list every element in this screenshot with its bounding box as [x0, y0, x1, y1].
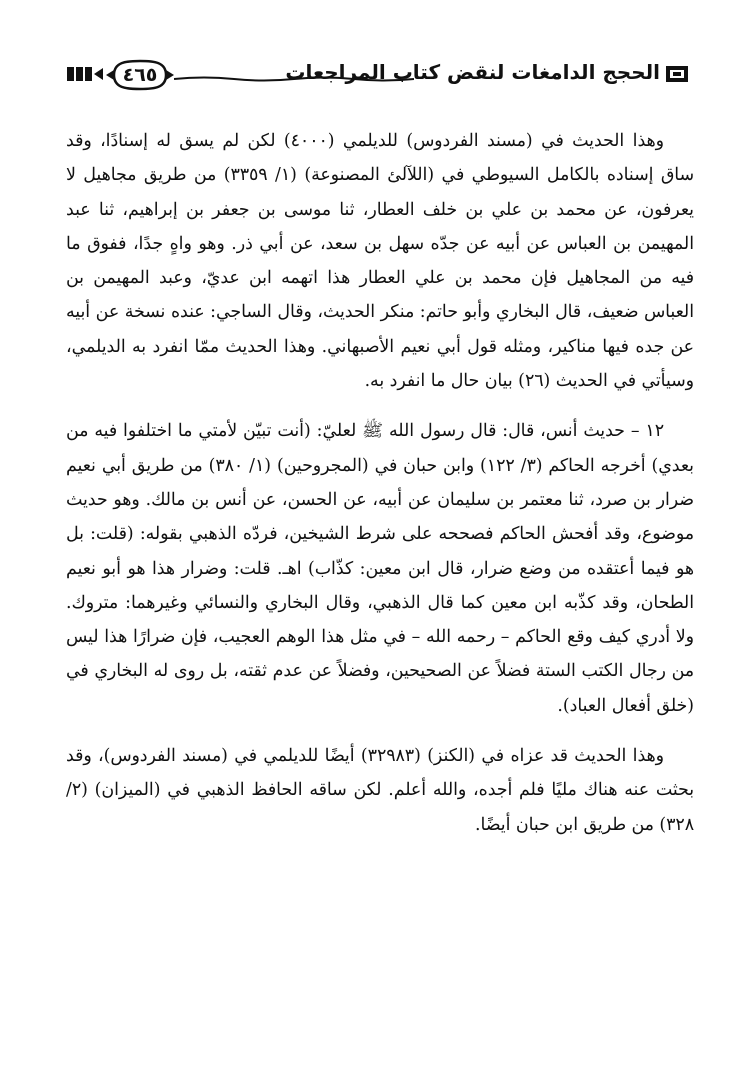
page-number-badge	[104, 58, 176, 92]
paragraph: وهذا الحديث قد عزاه في (الكنز) (٣٢٩٨٣) أيضًا للديلمي في (مسند الفردوس)، وقد بحثت عنه هناك مليًا فلم أجده، والله أعلم. لكن ساقه الحافظ الذهبي في (الميزان) (٢/ ٣٢٨) من طريق ابن حبان أيضًا.	[66, 746, 694, 835]
header-ornament-right-icon	[664, 64, 690, 84]
running-header	[66, 54, 694, 94]
paragraph: ١٢ – حديث أنس، قال: قال رسول الله ﷺ لعليّ: (أنت تبيّن لأمتي ما اختلفوا فيه من بعدي) أخرجه الحاكم (٣/ ١٢٢) وابن حبان في (المجروحين) (١/ ٣٨٠) من طريق أبي نعيم ضرار بن صرد، ثنا معتمر بن سليمان عن أبيه، عن الحسن، عن أنس بن مالك. وهو حديث موضوع، وقد أفحش الحاكم فصححه على شرط الشيخين، فردّه الذهبي بقوله: (قلت: بل هو فيما أعتقده من وضع ضرار، قال ابن معين: كذّاب) اهـ. قلت: وضرار هذا هو أبو نعيم الطحان، وقد كذّبه ابن معين كما قال الذهبي، وقال البخاري والنسائي وغيرهما: متروك. ولا أدري كيف وقع الحاكم – رحمه الله – في مثل هذا الوهم العجيب، فإن ضرارًا هذا ليس من رجال الكتب الستة فضلاً عن الصحيحين، وفضلاً عن عدم ثقته، بل روى له البخاري في (خلق أفعال العباد).	[66, 421, 694, 716]
header-ornament-left-icon	[66, 64, 104, 84]
paragraph: وهذا الحديث في (مسند الفردوس) للديلمي (٤٠٠٠) لكن لم يسق له إسنادًا، وقد ساق إسناده بالكامل السيوطي في (اللآلئ المصنوعة) (١/ ٣٣٥٩) من طريق مجاهيل لا يعرفون، عن محمد بن علي بن خلف العطار، ثنا موسى بن جعفر بن إبراهيم، ثنا عبد المهيمن بن العباس عن أبيه عن جدّه سهل بن سعد، عن أبي ذر. وهو واهٍ جدًا، ففوق ما فيه من المجاهيل فإن محمد بن علي العطار هذا اتهمه ابن عديّ، وعبد المهيمن بن العباس ضعيف، قال البخاري وأبو حاتم: منكر الحديث، وقال الساجي: عنده نسخة عن أبيه عن جده فيها مناكير، ومثله قول أبي نعيم الأصبهاني. وهذا الحديث ممّا انفرد به الديلمي، وسيأتي في الحديث (٢٦) بيان حال ما انفرد به.	[66, 131, 694, 392]
body-text	[66, 124, 694, 842]
page-number: ٤٦٥	[122, 64, 158, 86]
running-header-title: الحجج الدامغات لنقض كتاب المراجعات	[285, 60, 660, 84]
